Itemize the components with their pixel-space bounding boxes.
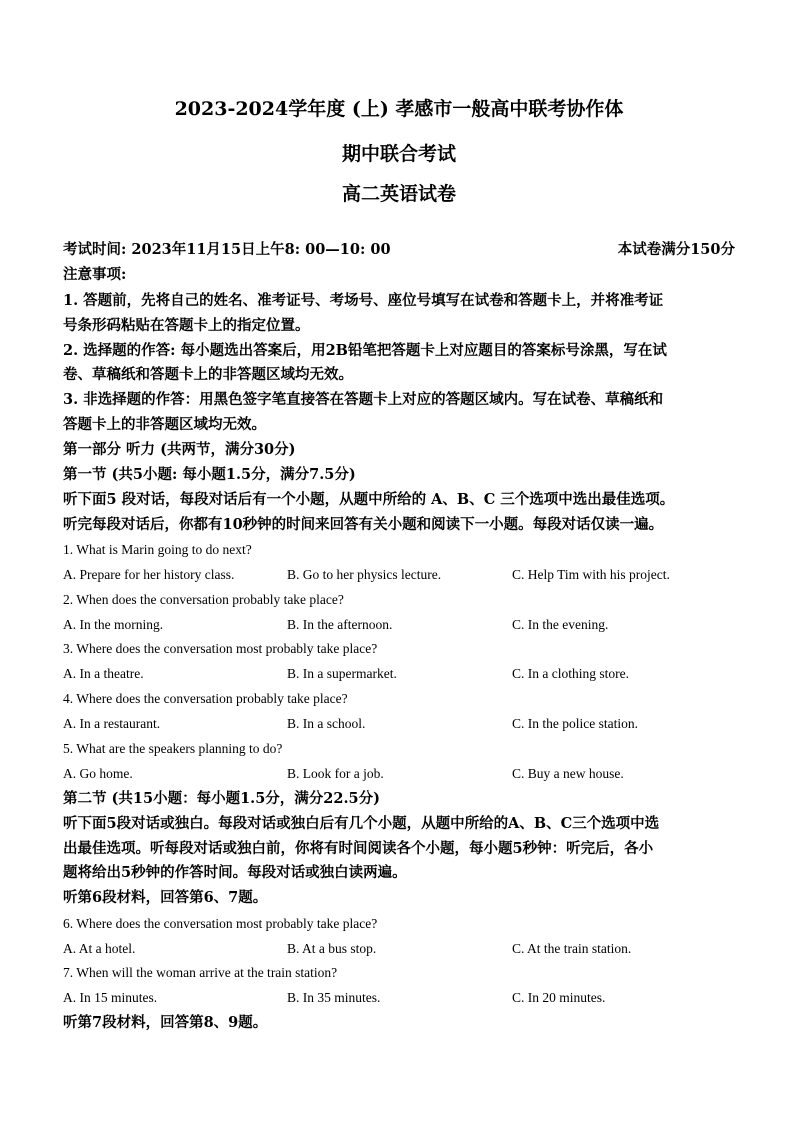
material-6-heading: 听第6段材料，回答第6、7题。 <box>63 889 268 906</box>
exam-title-line1: 2023-2024学年度 (上) 孝感市一般高中联考协作体 <box>174 98 624 120</box>
note-2-line2: 卷、草稿纸和答题卡上的非答题区域均无效。 <box>63 366 353 383</box>
section2-instr-line2: 出最佳选项。听每段对话或独白前，你将有时间阅读各个小题，每小题5秒钟：听完后，各小 <box>63 840 654 857</box>
section1-instr-line2: 听完每段对话后，你都有10秒钟的时间来回答有关小题和阅读下一小题。每段对话仅读一遍。 <box>63 516 664 533</box>
question-stem: 2. When does the conversation probably take place? <box>63 592 344 607</box>
option-a: A. In a theatre. <box>63 666 144 681</box>
question-stem: 4. Where does the conversation probably take place? <box>63 691 348 706</box>
option-c: C. At the train station. <box>512 941 632 956</box>
exam-info <box>63 237 735 262</box>
section1-instr-line1: 听下面5 段对话，每段对话后有一个小题，从题中所给的 A、B、C 三个选项中选出最佳选项。 <box>63 491 675 508</box>
option-a: A. In a restaurant. <box>63 716 161 731</box>
option-b: B. In 35 minutes. <box>287 990 381 1005</box>
option-b: B. In the afternoon. <box>287 617 393 632</box>
option-c: C. In a clothing store. <box>512 666 629 681</box>
exam-title-line2: 期中联合考试 <box>341 143 456 165</box>
option-b: B. Look for a job. <box>287 766 384 781</box>
option-a: A. In 15 minutes. <box>63 990 158 1005</box>
question-stem: 6. Where does the conversation most probably take place? <box>63 916 378 931</box>
option-a: A. Prepare for her history class. <box>63 567 235 582</box>
option-c: C. In the police station. <box>512 716 638 731</box>
notes-heading: 注意事项: <box>63 266 127 283</box>
note-2-line1: 2. 选择题的作答: 每小题选出答案后，用2B铅笔把答题卡上对应题目的答案标号涂黑，写在试 <box>63 342 667 359</box>
option-a: A. In the morning. <box>63 617 164 632</box>
option-c: C. Help Tim with his project. <box>512 567 670 582</box>
question-stem: 1. What is Marin going to do next? <box>63 542 252 557</box>
question-stem: 7. When will the woman arrive at the train station? <box>63 965 338 980</box>
note-1-line2: 号条形码粘贴在答题卡上的指定位置。 <box>63 317 310 334</box>
option-b: B. Go to her physics lecture. <box>287 567 442 582</box>
section2-instr-line3: 题将给出5秒钟的作答时间。每段对话或独白读两遍。 <box>63 864 407 881</box>
material-7-heading: 听第7段材料，回答第8、9题。 <box>63 1014 268 1031</box>
option-a: A. Go home. <box>63 766 133 781</box>
part1-title: 第一部分 听力 (共两节，满分30分) <box>63 441 296 458</box>
exam-score: 本试卷满分150分 <box>617 241 735 258</box>
option-a: A. At a hotel. <box>63 941 136 956</box>
note-3-line2: 答题卡上的非答题区域均无效。 <box>63 416 266 433</box>
exam-title-line3: 高二英语试卷 <box>341 183 456 205</box>
section2-title: 第二节 (共15小题：每小题1.5分，满分22.5分) <box>63 790 380 807</box>
option-c: C. Buy a new house. <box>512 766 624 781</box>
question-stem: 3. Where does the conversation most probably take place? <box>63 641 378 656</box>
note-3-line1: 3. 非选择题的作答：用黑色签字笔直接答在答题卡上对应的答题区域内。写在试卷、草稿纸和 <box>63 391 664 408</box>
option-b: B. In a supermarket. <box>287 666 397 681</box>
section2-instr-line1: 听下面5段对话或独白。每段对话或独白后有几个小题，从题中所给的A、B、C三个选项中选 <box>63 815 660 832</box>
option-b: B. In a school. <box>287 716 366 731</box>
section1-title: 第一节 (共5小题: 每小题1.5分，满分7.5分) <box>63 466 356 483</box>
note-1-line1: 1. 答题前，先将自己的姓名、准考证号、考场号、座位号填写在试卷和答题卡上，并将准考证 <box>63 292 664 309</box>
question-stem: 5. What are the speakers planning to do? <box>63 741 283 756</box>
option-c: C. In the evening. <box>512 617 609 632</box>
option-b: B. At a bus stop. <box>287 941 377 956</box>
option-c: C. In 20 minutes. <box>512 990 606 1005</box>
exam-time: 考试时间: 2023年11月15日上午8: 00—10: 00 <box>63 241 391 258</box>
